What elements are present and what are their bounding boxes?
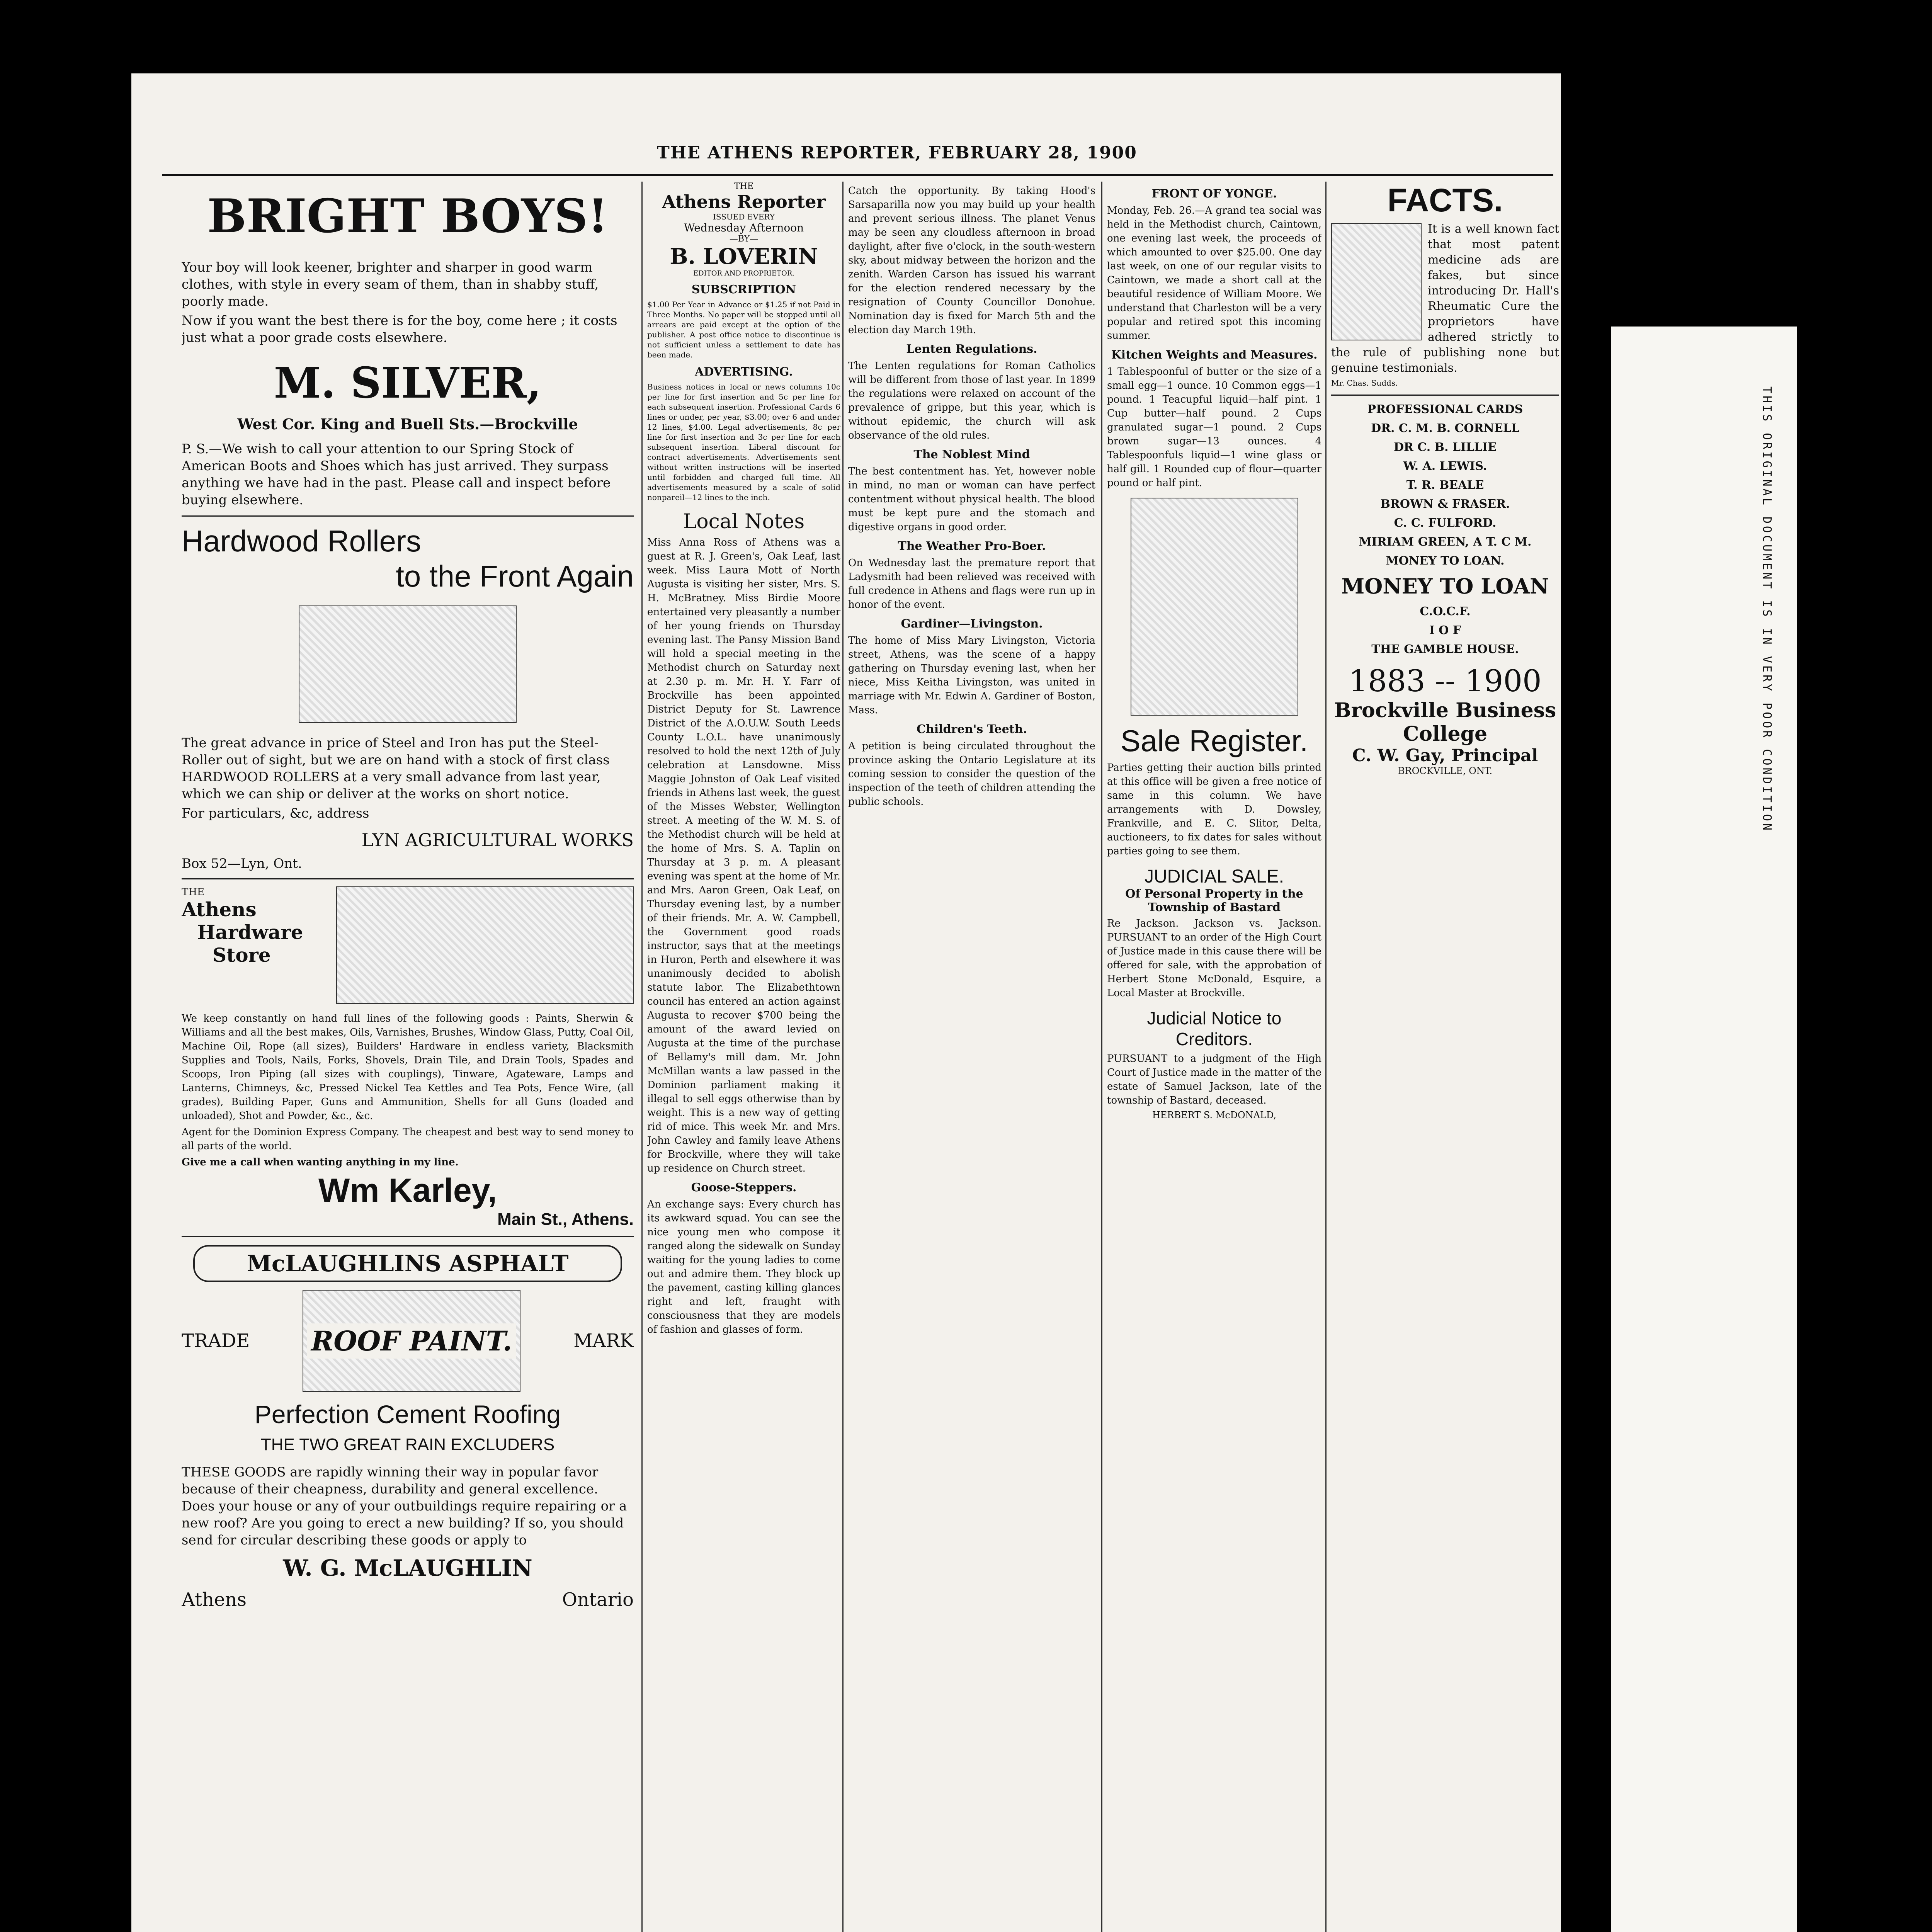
lyn-works: LYN AGRICULTURAL WORKS [361, 830, 634, 850]
gardiner-heading: Gardiner—Livingston. [901, 617, 1043, 631]
front-body: Monday, Feb. 26.—A grand tea social was held in the Methodist church, Caintown, one evening last week, the proceeds of which amounted to over $25.00. One day last week, on one of our regular visits to Caintown, we made a short call at the beautiful residence of William Moore. We understand that Charleston will be a very popular and retired spot this incoming summer. [1107, 205, 1321, 342]
college-principal: C. W. Gay, Principal [1352, 746, 1538, 765]
creditors-notice-body: PURSUANT to a judgment of the High Court of Justice made in the matter of the estate of Samuel Jackson, late of the township of Bastard, deceased. [1107, 1053, 1321, 1106]
goods-body: THESE GOODS are rapidly winning their way in popular favor because of their cheapness, durability and general excellence. Does your house or any of your outbuildings require repairing or a new roof? Are you going to erect a new building? If so, you should send for circular describing these goods or apply to [182, 1464, 627, 1548]
hardware-the: THE [182, 886, 204, 898]
column-publisher [647, 182, 840, 1339]
card-lillie: DR C. B. LILLIE [1393, 440, 1497, 454]
condition-note: THIS ORIGINAL DOCUMENT IS IN VERY POOR CONDITION [1760, 386, 1774, 833]
gardiner-body: The home of Miss Mary Livingston, Victoria street, Athens, was the scene of a happy gathering on Thursday evening last, when her niece, Miss Keitha Livingston, was united in marriage with Mr. Edwin A. Gardiner of Boston, Mass. [848, 635, 1095, 716]
silver-name: M. SILVER, [274, 358, 542, 408]
column-cards [1331, 182, 1559, 776]
goose-heading: Goose-Steppers. [691, 1181, 797, 1194]
hardware-body: We keep constantly on hand full lines of the following goods : Paints, Sherwin & Williams and all the best makes, Oils, Varnishes, Brushes, Window Glass, Putty, Coal Oil, Machine Oil, Rope (all sizes), Builders' Hardware in endless variety, Blacksmith Supplies and Tools, Nails, Forks, Shovels, Drain Tile, and Drain Tools, Spades and Scoops, Iron Piping (all sizes with couplings), Tinware, Agateware, Lamps and Lanterns, Chimneys, &c, Pressed Nickel Tea Kettles and Tea Pots, Fence Wire, (all grades), Building Paper, Guns and Ammunition, Shells for all Guns (loaded and unloaded), Shot and Powder, &c., &c. [182, 1013, 634, 1122]
tools-illustration [336, 886, 634, 1004]
mark-label: MARK [573, 1330, 634, 1352]
card-brown-fraser: BROWN & FRASER. [1380, 497, 1510, 511]
local-notes-body: Miss Anna Ross of Athens was a guest at R. J. Green's, Oak Leaf, last week. Miss Laura Mott of North Augusta is visiting her sister, Mrs. S. H. McBratney. Miss Birdie Moore entertained very pleasantly a number of her young friends on Thursday evening last. The Pansy Mission Band will hold a special meeting in the Methodist church on Saturday next at 2.30 p. m. Mr. H. Y. Farr of Brockville has been appointed District Deputy for St. Lawrence District of the A.O.U.W. South Leeds County L.O.L. have unanimously resolved to hold the next 12th of July celebration at Lansdowne. Miss Maggie Johnston of Oak Leaf visited friends in Athens last week, the guest of the Misses Webster, Wellington street. A meeting of the W. M. S. of the Methodist church will be held at the home of Mrs. S. A. Taplin on Thursday at 3 p. m. A pleasant evening was spent at the home of Mr. and Mrs. Aaron Green, Oak Leaf, on Thursday evening last, by a number of their friends. Mr. A. W. Campbell, the Government good roads instructor, says that at the meetings in Huron, Perth and elsewhere it was unanimously decided to abolish statute labor. The Elizabethtown council has entered an action against Augusta to recover $700 being the amount of the award levied on Augusta at the time of the purchase of Bellamy's mill dam. Mr. John McMillan wants a law passed in the Dominion parliament making it illegal to sell eggs otherwise than by weight. This is a new way of getting rid of mice. This week Mr. and Mrs. John Cawley and family leave Athens for Brockville, where they will take up residence on Church street. [647, 537, 840, 1174]
divider [182, 878, 634, 879]
divider [182, 1236, 634, 1237]
iof-heading: I O F [1429, 624, 1461, 637]
hardware-call: Give me a call when wanting anything in my line. [182, 1156, 459, 1168]
hardware-line-3: Store [213, 944, 271, 966]
cards-heading: PROFESSIONAL CARDS [1367, 403, 1523, 416]
college-name: Brockville Business College [1334, 699, 1556, 746]
sale-register-body: Parties getting their auction bills printed at this office will be given a free notice of same in this column. We have arrangements with D. Dowsley, Frankville, and E. C. Slitor, Delta, auctioneers, to fix dates for sales without parties going to see them. [1107, 762, 1321, 857]
subscription-heading: SUBSCRIPTION [691, 283, 796, 296]
hardware-line-2: Hardware [197, 921, 303, 944]
rollers-body: The great advance in price of Steel and Iron has put the Steel-Roller out of sight, but we are on hand with a stock of first class HARDWOOD ROLLERS at a very small advance from last year, which we can ship or deliver at the works on short notice. [182, 735, 610, 802]
masthead-rule [162, 174, 1553, 176]
paper-the: THE [734, 182, 753, 191]
cement-roofing-title: Perfection Cement Roofing [254, 1400, 561, 1429]
opportunity-body: Catch the opportunity. By taking Hood's Sarsaparilla now you may build up your health and prevent serious illness. The planet Venus may be seen any cloudless afternoon in broad daylight, after five o'clock, in the south-western sky, about midway between the horizon and the zenith. Warden Carson has issued his warrant for the election rendered necessary by the resignation of County Councillor Donohue. Nomination day is fixed for March 5th and the election day March 19th. [848, 185, 1095, 336]
bright-boys-title: BRIGHT BOYS! [207, 189, 608, 243]
roller-illustration [299, 605, 517, 723]
judicial-sale-subtitle: Of Personal Property in the Township of Bastard [1125, 887, 1303, 914]
local-notes-heading: Local Notes [683, 510, 805, 533]
hardware-agent: Agent for the Dominion Express Company. The cheapest and best way to send money to all parts of the world. [182, 1126, 634, 1152]
front-heading: FRONT OF YONGE. [1151, 187, 1277, 201]
lyn-box: Box 52—Lyn, Ont. [182, 856, 302, 871]
kitchen-heading: Kitchen Weights and Measures. [1111, 348, 1318, 362]
advertising-body: Business notices in local or news columns 10c per line for first insertion and 5c per line for each subsequent insertion. Professional Cards 6 lines or under, per year, $3.00; over 6 and under 12 lines, $4.00. Legal advertisements, 8c per line for first insertion and 3c per line for each subsequent insertion. Liberal discount for contract advertisements. Advertisements sent without written instructions will be inserted until forbidden and charged full time. All advertisements measured by a scale of solid nonpareil—12 lines to the inch. [647, 382, 840, 502]
lenten-body: The Lenten regulations for Roman Catholics will be different from those of last year. In 1899 the regulations were relaxed on account of the prevalence of grippe, but this year, which is without epidemic, the church will ask observance of the old rules. [848, 360, 1095, 441]
divider [1331, 395, 1559, 396]
rollers-subtitle: to the Front Again [396, 559, 634, 593]
noblest-body: The best contentment has. Yet, however noble in mind, no man or woman can have perfect contentment without physical health. The blood must be kept pure and the stomach and digestive organs in good order. [848, 466, 1095, 533]
signoff: HERBERT S. McDONALD, [1152, 1110, 1277, 1121]
college-years: 1883 -- 1900 [1349, 664, 1542, 699]
college-city: BROCKVILLE, ONT. [1398, 765, 1492, 776]
card-lewis: W. A. LEWIS. [1403, 459, 1487, 473]
rollers-particulars: For particulars, &c, address [182, 806, 369, 821]
divider [182, 515, 634, 517]
silver-postscript: P. S.—We wish to call your attention to our Spring Stock of American Boots and Shoes which has just arrived. They surpass anything we have had in the past. Please call and inspect before buying elsewhere. [182, 441, 611, 508]
column-divider [842, 182, 844, 1932]
sale-register-title: Sale Register. [1120, 724, 1308, 758]
by-line: —BY— [729, 234, 759, 244]
portrait-illustration [1131, 498, 1298, 716]
gamble-house: THE GAMBLE HOUSE. [1371, 643, 1519, 656]
children-body: A petition is being circulated throughout the province asking the Ontario Legislature at its coming session to consider the question of the inspection of the teeth of children attending the public schools. [848, 740, 1095, 808]
column-divider [1101, 182, 1102, 1932]
portrait-caption: Mr. Chas. Sudds. [1331, 378, 1398, 388]
karley-name: Wm Karley, [318, 1172, 497, 1209]
noblest-heading: The Noblest Mind [913, 448, 1030, 461]
card-fulford: C. C. FULFORD. [1394, 516, 1497, 530]
column-divider [1325, 182, 1327, 1932]
card-green: MIRIAM GREEN, A T. C M. [1359, 535, 1532, 549]
bright-boys-body: Your boy will look keener, brighter and sharper in good warm clothes, with style in every seam of them, than in shabby stuff, poorly made. [182, 260, 599, 309]
rain-excluders: THE TWO GREAT RAIN EXCLUDERS [260, 1435, 555, 1454]
karley-address: Main St., Athens. [497, 1210, 634, 1229]
card-beale: T. R. BEALE [1406, 478, 1484, 492]
issue-day: Wednesday Afternoon [684, 221, 804, 234]
advertising-heading: ADVERTISING. [695, 365, 793, 379]
roof-paint-label: ROOF PAINT. [307, 1323, 516, 1359]
kitchen-body: 1 Tablespoonful of butter or the size of a small egg—1 ounce. 10 Common eggs—1 pound. 1 Teacupful liquid—half pint. 1 Cup butter—half pound. 2 Cups granulated sugar—1 pound. 2 Cups brown sugar—13 ounces. 4 Tablespoonfuls liquid—1 wine glass or half gill. 1 Rounded cup of flour—quarter pound or half pint. [1107, 366, 1321, 489]
weather-body: On Wednesday last the premature report that Ladysmith had been relieved was received with full credence in Athens and flags were run up in honor of the event. [848, 557, 1095, 611]
facts-body: It is a well known fact that most patent medicine ads are fakes, but since introducing Dr. Hall's Rheumatic Cure the proprietors have adhered strictly to the rule of publishing none but genuine testimonials. [1331, 222, 1559, 375]
athens-label: Athens [182, 1589, 247, 1611]
subscription-body: $1.00 Per Year in Advance or $1.25 if not Paid in Three Months. No paper will be stopped until all arrears are paid except at the option of the publisher. A post office notice to discontinue is not sufficient unless a settlement to date has been made. [647, 300, 840, 359]
column-local [1107, 182, 1321, 1121]
column-news [848, 182, 1095, 811]
mclaughlin-name: W. G. McLAUGHLIN [283, 1555, 532, 1581]
judicial-sale-title: JUDICIAL SALE. [1144, 866, 1284, 887]
weather-heading: The Weather Pro-Boer. [898, 539, 1046, 553]
judicial-sale-body: Re Jackson. Jackson vs. Jackson. PURSUANT to an order of the High Court of Justice made in this cause there will be offered for sale, with the approbation of Herbert Stone McDonald, Esquire, a Local Master at Brockville. [1107, 918, 1321, 999]
ontario-label: Ontario [562, 1589, 634, 1611]
trade-label: TRADE [182, 1330, 250, 1352]
money-to-loan-2: MONEY TO LOAN [1341, 574, 1549, 599]
card-cornell: DR. C. M. B. CORNELL [1371, 422, 1519, 435]
creditors-notice-title: Judicial Notice to Creditors. [1147, 1008, 1282, 1049]
bright-boys-body-2: Now if you want the best there is for the boy, come here ; it costs just what a poor grade costs elsewhere. [182, 313, 617, 345]
editor-title: EDITOR AND PROPRIETOR. [693, 269, 794, 277]
column-divider [641, 182, 643, 1932]
sudds-portrait [1331, 223, 1422, 340]
money-to-loan-1: MONEY TO LOAN. [1386, 554, 1505, 568]
lenten-heading: Lenten Regulations. [906, 342, 1037, 356]
facts-title: FACTS. [1387, 182, 1503, 218]
issued-every: ISSUED EVERY [713, 212, 775, 221]
editor-name: B. LOVERIN [670, 244, 818, 269]
goose-body: An exchange says: Every church has its awkward squad. You can see the nice young men who compose it ranged along the sidewalk on Sunday waiting for the young ladies to come out and admire them. They block up the pavement, casting killing glances right and left, fraught with consciousness that they are models of fashion and glasses of form. [647, 1199, 840, 1335]
asphalt-banner: McLAUGHLINS ASPHALT [193, 1245, 622, 1282]
rollers-title: Hardwood Rollers [182, 524, 421, 558]
cocf-heading: C.O.C.F. [1420, 605, 1471, 618]
column-advertisements [182, 182, 634, 1611]
hardware-line-1: Athens [182, 898, 257, 921]
paper-name: Athens Reporter [662, 191, 826, 212]
children-heading: Children's Teeth. [917, 723, 1027, 736]
silver-address: West Cor. King and Buell Sts.—Brockville [237, 415, 578, 433]
masthead: THE ATHENS REPORTER, FEBRUARY 28, 1900 [657, 143, 1137, 163]
